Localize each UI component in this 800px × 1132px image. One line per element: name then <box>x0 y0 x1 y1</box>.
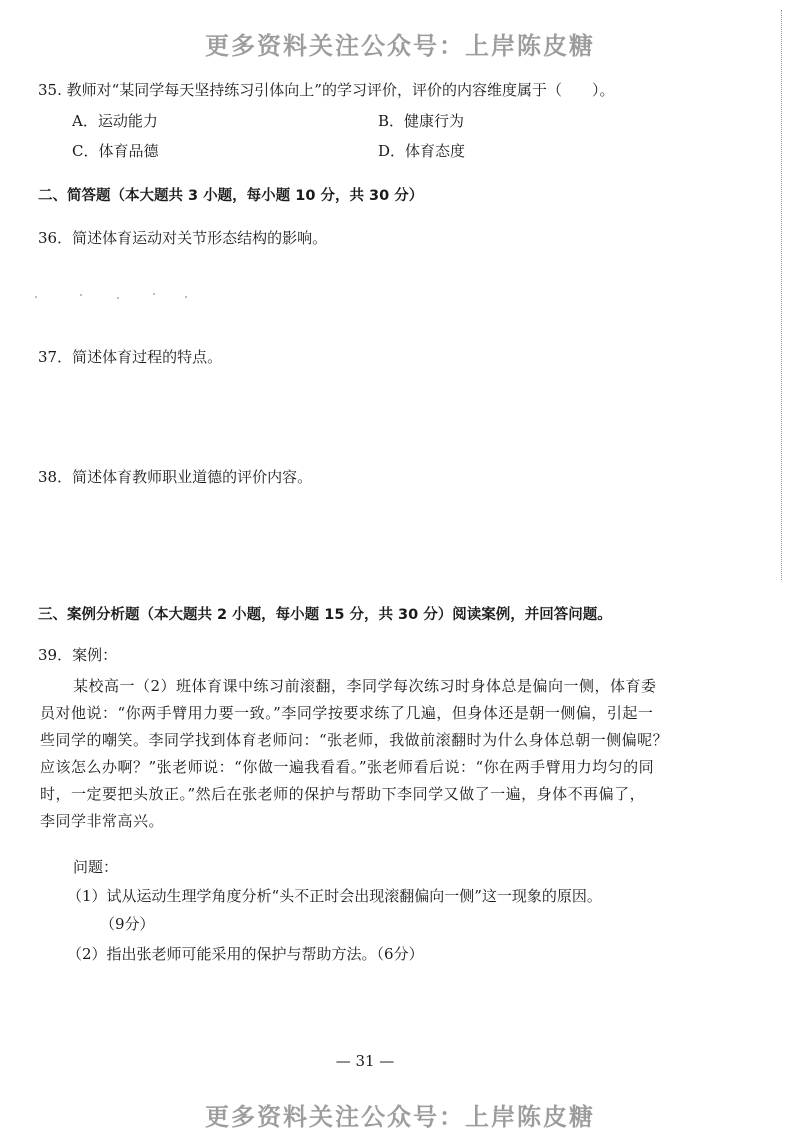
section-3-heading: 三、案例分析题（本大题共 2 小题，每小题 15 分，共 30 分）阅读案例，并回答问题。 <box>38 607 612 623</box>
question-37: 37．简述体育过程的特点。 <box>38 348 223 366</box>
page-number: — 31 — <box>335 1052 395 1070</box>
question-label: 问题： <box>73 858 119 876</box>
scan-specks <box>35 290 205 302</box>
case-line: 应该怎么办啊？”张老师说：“你做一遍我看看。”张老师看后说：“你在两手臂用力均匀的同 <box>40 758 655 776</box>
question-35-option-d: D．体育态度 <box>378 142 466 160</box>
watermark-top: 更多资料关注公众号：上岸陈皮糖 <box>205 32 595 60</box>
question-38: 38．简述体育教师职业道德的评价内容。 <box>38 468 313 486</box>
section-2-heading: 二、简答题（本大题共 3 小题，每小题 10 分，共 30 分） <box>38 188 424 204</box>
question-35-option-a: A．运动能力 <box>72 112 158 130</box>
watermark-bottom: 更多资料关注公众号：上岸陈皮糖 <box>205 1103 595 1131</box>
case-line: 些同学的嘲笑。李同学找到体育老师问：“张老师，我做前滚翻时为什么身体总朝一侧偏呢？ <box>40 731 669 749</box>
case-line: 某校高一（2）班体育课中练习前滚翻，李同学每次练习时身体总是偏向一侧，体育委 <box>73 677 657 695</box>
question-39-label: 39．案例： <box>38 646 118 664</box>
scan-edge-marks <box>781 10 782 580</box>
case-line: 时，一定要把头放正。”然后在张老师的保护与帮助下李同学又做了一遍，身体不再偏了， <box>40 785 646 803</box>
question-35-option-c: C．体育品德 <box>72 142 159 160</box>
sub-question-2: （2）指出张老师可能采用的保护与帮助方法。（6分） <box>67 945 424 963</box>
sub-question-1-score: （9分） <box>100 915 155 933</box>
sub-question-1: （1）试从运动生理学角度分析“头不正时会出现滚翻偏向一侧”这一现象的原因。 <box>67 887 602 905</box>
question-36: 36．简述体育运动对关节形态结构的影响。 <box>38 229 328 247</box>
question-35-option-b: B．健康行为 <box>378 112 465 130</box>
case-line: 员对他说：“你两手臂用力要一致。”李同学按要求练了几遍，但身体还是朝一侧偏，引起一 <box>40 704 654 722</box>
question-35-stem: 35. 教师对“某同学每天坚持练习引体向上”的学习评价，评价的内容维度属于（ ）。 <box>38 81 615 99</box>
case-line: 李同学非常高兴。 <box>40 812 165 830</box>
